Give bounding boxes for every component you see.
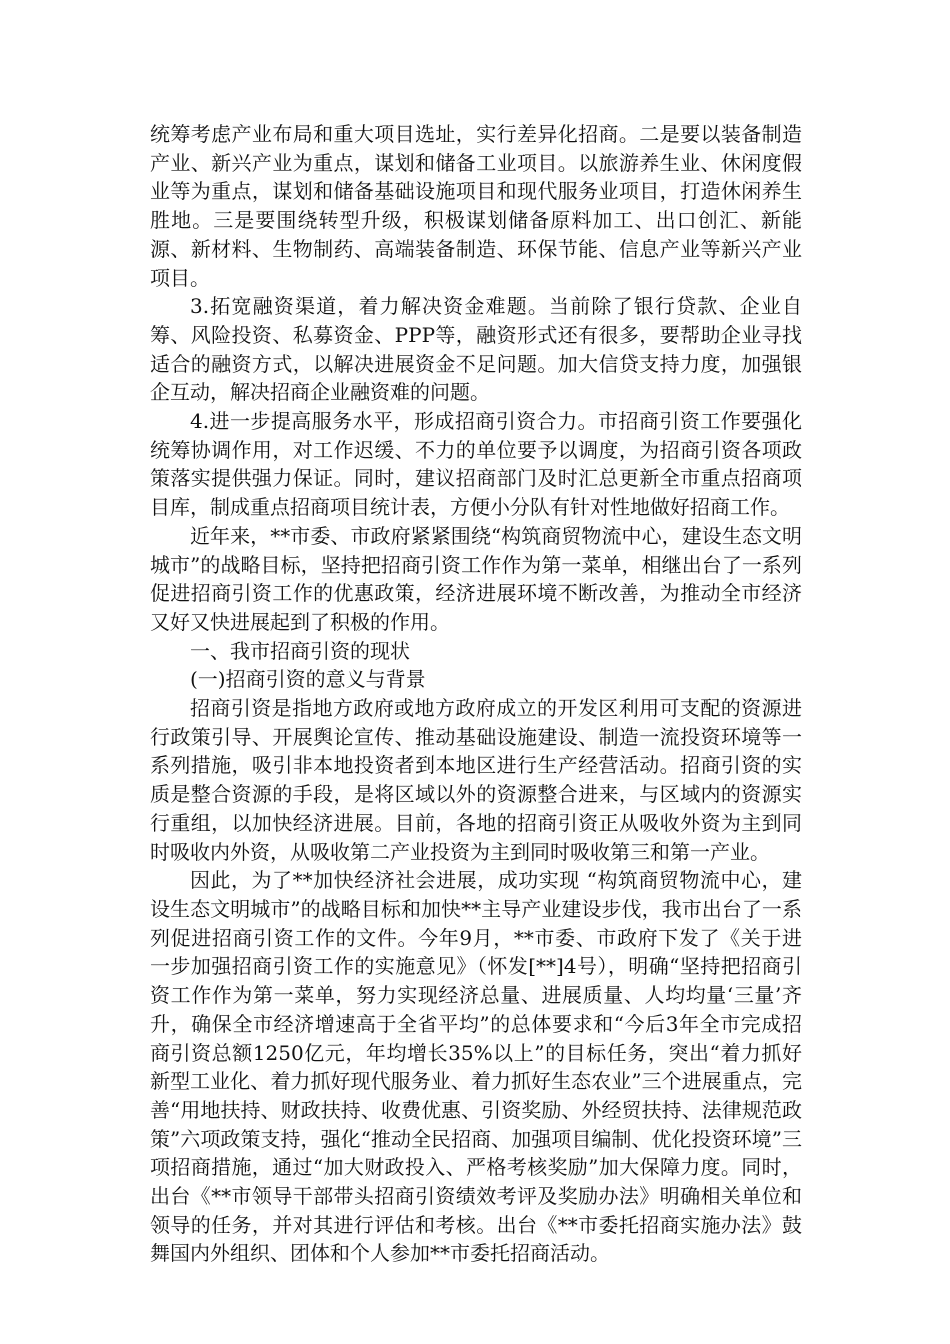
body-paragraph: 因此，为了**加快经济社会进展，成功实现 “构筑商贸物流中心，建设生态文明城市”的战略目标和加快**主导产业建设步伐，我市出台了一系列促进招商引资工作的文件。今年9月，**市委、市政府下发了《关于进一步加强招商引资工作的实施意见》（怀发[**]4号），明确“坚持把招商引资工作作为第一菜单，努力实现经济总量、进展质量、人均均量‘三量’齐升，确保全市经济增速高于全省平均”的总体要求和“今后3年全市完成招商引资总额1250亿元，年均增长35%以上”的目标任务，突出“着力抓好新型工业化、着力抓好现代服务业、着力抓好生态农业”三个进展重点，完善“用地扶持、财政扶持、收费优惠、引资奖励、外经贸扶持、法律规范政策”六项政策支持，强化“推动全民招商、加强项目编制、优化投资环境”三项招商措施，通过“加大财政投入、严格考核奖励”加大保障力度。同时，出台《**市领导干部带头招商引资绩效考评及奖励办法》明确相关单位和领导的任务，并对其进行评估和考核。出台《**市委托招商实施办法》鼓舞国内外组织、团体和个人参加**市委托招商活动。 — [150, 868, 802, 1266]
subsection-heading: (一)招商引资的意义与背景 — [190, 667, 426, 692]
body-paragraph: 3.拓宽融资渠道，着力解决资金难题。当前除了银行贷款、企业自筹、风险投资、私募资金、PPP等，融资形式还有很多，要帮助企业寻找适合的融资方式，以解决进展资金不足问题。加大信贷支持力度，加强银企互动，解决招商企业融资难的问题。 — [150, 294, 802, 405]
body-paragraph: 4.进一步提高服务水平，形成招商引资合力。市招商引资工作要强化统筹协调作用，对工作迟缓、不力的单位要予以调度，为招商引资各项政策落实提供强力保证。同时，建议招商部门及时汇总更新全市重点招商项目库，制成重点招商项目统计表，方便小分队有针对性地做好招商工作。 — [150, 409, 802, 520]
body-paragraph: 近年来，**市委、市政府紧紧围绕“构筑商贸物流中心，建设生态文明城市”的战略目标，坚持把招商引资工作作为第一菜单，相继出台了一系列促进招商引资工作的优惠政策，经济进展环境不断改善，为推动全市经济又好又快进展起到了积极的作用。 — [150, 523, 802, 634]
body-paragraph: 招商引资是指地方政府或地方政府成立的开发区利用可支配的资源进行政策引导、开展舆论宣传、推动基础设施建设、制造一流投资环境等一系列措施，吸引非本地投资者到本地区进行生产经营活动。招商引资的实质是整合资源的手段，是将区域以外的资源整合进来，与区域内的资源实行重组，以加快经济进展。目前，各地的招商引资正从吸收外资为主到同时吸收内外资，从吸收第二产业投资为主到同时吸收第三和第一产业。 — [150, 696, 802, 864]
section-heading: 一、我市招商引资的现状 — [190, 638, 410, 663]
body-paragraph: 统筹考虑产业布局和重大项目选址，实行差异化招商。二是要以装备制造产业、新兴产业为重点，谋划和储备工业项目。以旅游养生业、休闲度假业等为重点，谋划和储备基础设施项目和现代服务业项目，打造休闲养生胜地。三是要围绕转型升级，积极谋划储备原料加工、出口创汇、新能源、新材料、生物制药、高端装备制造、环保节能、信息产业等新兴产业项目。 — [150, 122, 802, 290]
document-page — [150, 120, 802, 1268]
